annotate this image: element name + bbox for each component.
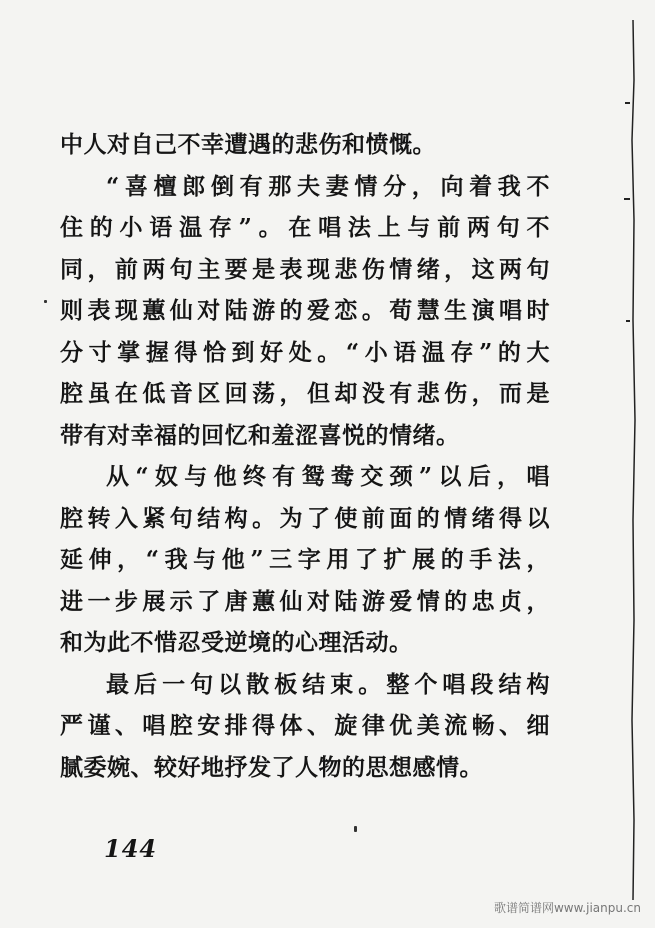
text-line: 进一步展示了唐蕙仙对陆游爱情的忠贞，: [60, 587, 550, 615]
scan-speck: [354, 826, 357, 832]
text-line: “喜檀郎倒有那夫妻情分，向着我不: [106, 172, 550, 200]
text-line: 同，前两句主要是表现悲伤情绪，这两句: [60, 255, 550, 283]
text-line: 带有对幸福的回忆和羞涩喜悦的情绪。: [60, 421, 460, 449]
text-line: 腔转入紧句结构。为了使前面的情绪得以: [60, 504, 550, 532]
text-line: 和为此不惜忍受逆境的心理活动。: [60, 629, 413, 656]
watermark: 歌谱简谱网www.jianpu.cn: [493, 901, 641, 915]
text-line: 住的小语温存”。在唱法上与前两句不: [60, 214, 550, 241]
text-line: 则表现蕙仙对陆游的爱恋。荀慧生演唱时: [60, 297, 550, 324]
text-line: 最后一句以散板结束。整个唱段结构: [106, 670, 550, 698]
scan-speck: [44, 300, 47, 303]
body-text: [60, 124, 550, 788]
text-line: 腻委婉、较好地抒发了人物的思想感情。: [60, 753, 483, 781]
text-line: 从“奴与他终有鸳鸯交颈”以后，唱: [106, 463, 550, 490]
text-line: 分寸掌握得恰到好处。“小语温存”的大: [60, 338, 550, 366]
text-line: 腔虽在低音区回荡，但却没有悲伤，而是: [60, 380, 550, 407]
text-line: 延伸，“我与他”三字用了扩展的手法，: [60, 546, 550, 573]
text-line: 严谨、唱腔安排得体、旋律优美流畅、细: [60, 712, 550, 739]
text-line: 中人对自己不幸遭遇的悲伤和愤慨。: [60, 131, 436, 158]
scan-edge-mark: [619, 20, 647, 900]
page-number: 144: [104, 834, 158, 863]
